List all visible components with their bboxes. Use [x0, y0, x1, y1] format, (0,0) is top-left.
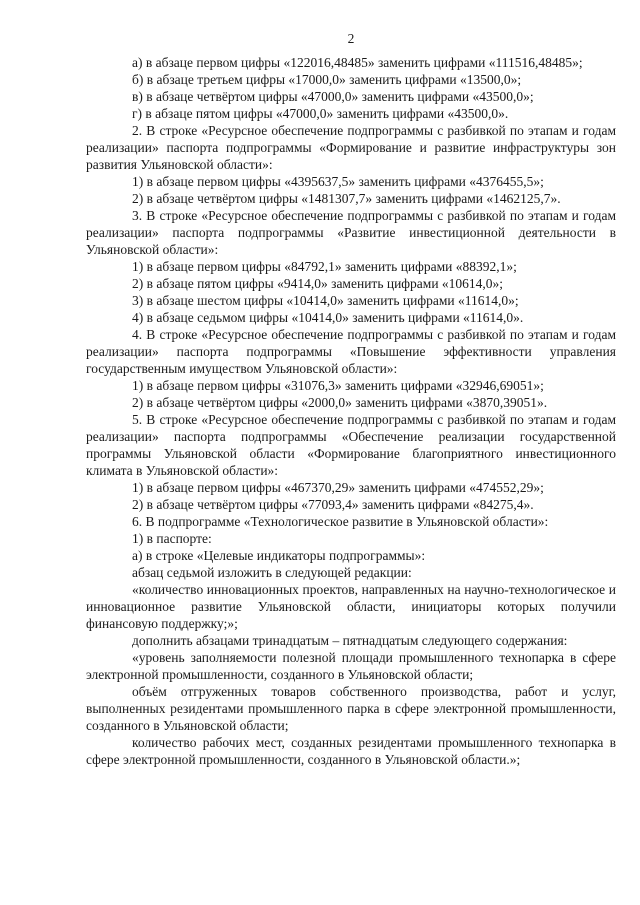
paragraph-4-1: 1) в абзаце первом цифры «31076,3» заменить цифрами «32946,69051»;: [132, 378, 544, 393]
paragraph-3-2: 2) в абзаце пятом цифры «9414,0» заменить цифрами «10614,0»;: [132, 276, 504, 291]
paragraph-5-1: 1) в абзаце первом цифры «467370,29» заменить цифрами «474552,29»;: [132, 480, 544, 495]
paragraph-1a: а) в абзаце первом цифры «122016,48485» заменить цифрами «111516,48485»;: [132, 55, 583, 70]
paragraph-3-3: 3) в абзаце шестом цифры «10414,0» заменить цифрами «11614,0»;: [132, 293, 519, 308]
paragraph-item-6: 6. В подпрограмме «Технологическое развитие в Ульяновской области»:: [132, 514, 549, 529]
paragraph-supplement: дополнить абзацами тринадцатым – пятнадцатым следующего содержания:: [132, 633, 568, 648]
paragraph-quote-1: «количество инновационных проектов, направленных на научно-технологическое и инновационное развитие Ульяновской области, инициаторы которых получили финансовую поддержку;»;: [86, 582, 616, 631]
paragraph-item-2: 2. В строке «Ресурсное обеспечение подпрограммы с разбивкой по этапам и годам реализации» паспорта подпрограммы «Формирование и развитие инфраструктуры зон развития Ульяновской области»:: [86, 123, 616, 172]
paragraph-abzac-7: абзац седьмой изложить в следующей редакции:: [132, 565, 412, 580]
paragraph-4-2: 2) в абзаце четвёртом цифры «2000,0» заменить цифрами «3870,39051».: [132, 395, 548, 410]
paragraph-3-1: 1) в абзаце первом цифры «84792,1» заменить цифрами «88392,1»;: [132, 259, 517, 274]
paragraph-item-4: 4. В строке «Ресурсное обеспечение подпрограммы с разбивкой по этапам и годам реализации» паспорта подпрограммы «Повышение эффективности управления государственным имуществом Ульяновской области»:: [86, 327, 616, 376]
paragraph-quote-3: объём отгруженных товаров собственного производства, работ и услуг, выполненных резидентами промышленного парка в сфере электронной промышленности, созданного в Ульяновской области;: [86, 684, 616, 733]
paragraph-6-1: 1) в паспорте:: [132, 531, 212, 546]
paragraph-2-1: 1) в абзаце первом цифры «4395637,5» заменить цифрами «4376455,5»;: [132, 174, 544, 189]
page-number: 2: [347, 31, 355, 46]
paragraph-1g: г) в абзаце пятом цифры «47000,0» заменить цифрами «43500,0».: [132, 106, 509, 121]
paragraph-item-5: 5. В строке «Ресурсное обеспечение подпрограммы с разбивкой по этапам и годам реализации» паспорта подпрограммы «Обеспечение реализации государственной программы Ульяновской области «Формирование благоприятного инвестиционного климата в Ульяновской области»:: [86, 412, 616, 478]
paragraph-1b: б) в абзаце третьем цифры «17000,0» заменить цифрами «13500,0»;: [132, 72, 522, 87]
paragraph-5-2: 2) в абзаце четвёртом цифры «77093,4» заменить цифрами «84275,4».: [132, 497, 534, 512]
document-body: [86, 54, 616, 768]
paragraph-6-1a: а) в строке «Целевые индикаторы подпрограммы»:: [132, 548, 426, 563]
paragraph-2-2: 2) в абзаце четвёртом цифры «1481307,7» заменить цифрами «1462125,7».: [132, 191, 561, 206]
paragraph-1v: в) в абзаце четвёртом цифры «47000,0» заменить цифрами «43500,0»;: [132, 89, 534, 104]
paragraph-3-4: 4) в абзаце седьмом цифры «10414,0» заменить цифрами «11614,0».: [132, 310, 524, 325]
paragraph-quote-2: «уровень заполняемости полезной площади промышленного технопарка в сфере электронной промышленности, созданного в Ульяновской области;: [86, 650, 616, 682]
paragraph-item-3: 3. В строке «Ресурсное обеспечение подпрограммы с разбивкой по этапам и годам реализации» паспорта подпрограммы «Развитие инвестиционной деятельности в Ульяновской области»:: [86, 208, 616, 257]
paragraph-quote-4: количество рабочих мест, созданных резидентами промышленного технопарка в сфере электронной промышленности, созданного в Ульяновской области.»;: [86, 735, 616, 767]
